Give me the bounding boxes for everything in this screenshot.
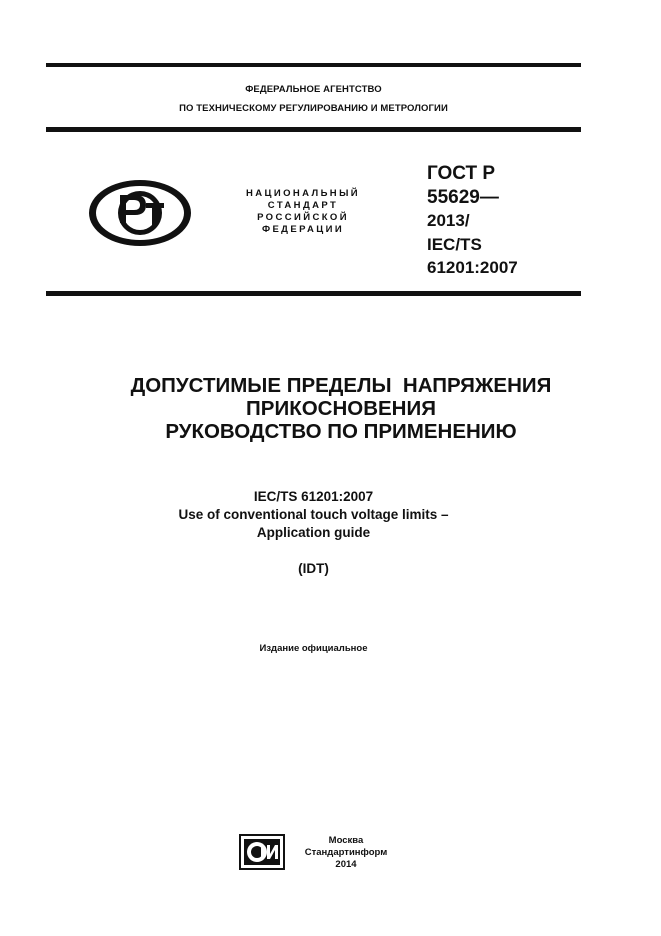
- national-standard-label: [218, 188, 388, 236]
- publisher-info: [296, 835, 396, 871]
- standard-designation: [427, 162, 518, 280]
- identity-degree: (IDT): [298, 561, 329, 576]
- designation-line-2: 55629—: [427, 186, 499, 208]
- source-line-2: Use of conventional touch voltage limits –: [178, 507, 449, 522]
- gost-r-logo-icon: [86, 177, 194, 249]
- designation-line-1: ГОСТ Р: [427, 163, 496, 184]
- national-line-2: СТАНДАРТ: [267, 200, 339, 211]
- title-line-2: ПРИКОСНОВЕНИЯ: [246, 397, 436, 420]
- top-rule: [46, 63, 581, 67]
- designation-line-3: 2013/: [427, 211, 470, 230]
- source-line-1: IEC/TS 61201:2007: [253, 489, 374, 504]
- edition-label: Издание официальное: [259, 643, 368, 654]
- header-rule: [46, 127, 581, 132]
- agency-line-2: ПО ТЕХНИЧЕСКОМУ РЕГУЛИРОВАНИЮ И МЕТРОЛОГИИ: [179, 103, 448, 114]
- source-line-3: Application guide: [256, 525, 371, 540]
- title-line-3: РУКОВОДСТВО ПО ПРИМЕНЕНИЮ: [165, 420, 517, 443]
- national-line-1: НАЦИОНАЛЬНЫЙ: [246, 188, 360, 199]
- designation-rule: [46, 291, 581, 296]
- title-line-1: ДОПУСТИМЫЕ ПРЕДЕЛЫ НАПРЯЖЕНИЯ: [130, 374, 552, 397]
- designation-line-5: 61201:2007: [427, 258, 518, 277]
- standartinform-logo-icon: [239, 834, 285, 870]
- publisher-year: 2014: [335, 859, 357, 870]
- national-line-4: ФЕДЕРАЦИИ: [261, 224, 345, 235]
- designation-line-4: IEC/TS: [427, 234, 482, 254]
- document-title: [46, 374, 636, 443]
- source-standard: [46, 488, 581, 542]
- agency-line-1: ФЕДЕРАЛЬНОЕ АГЕНТСТВО: [245, 84, 382, 95]
- national-line-3: РОССИЙСКОЙ: [257, 212, 349, 223]
- publisher-city: Москва: [328, 835, 364, 846]
- publisher-name: Стандартинформ: [304, 847, 388, 858]
